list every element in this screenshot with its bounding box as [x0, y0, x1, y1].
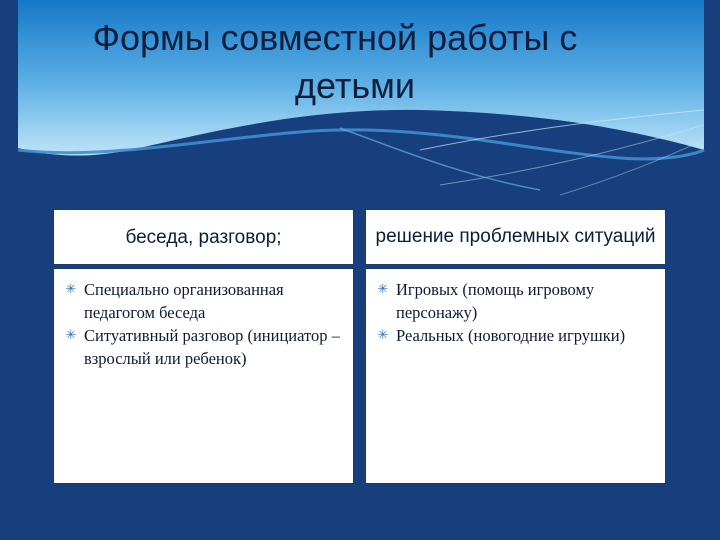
- column-heading-problem-situations: [365, 209, 666, 265]
- column-content-problem-situations: [365, 268, 666, 484]
- column-heading-conversation: [53, 209, 354, 265]
- slide-title-line-2: детьми: [295, 65, 415, 106]
- list-item-text: Специально организованная педагогом беседа: [84, 280, 284, 322]
- column-heading-label: решение проблемных ситуаций: [375, 226, 656, 247]
- asterisk-icon: ✳: [65, 328, 77, 343]
- asterisk-icon: ✳: [377, 282, 389, 297]
- bullet-list: [64, 278, 345, 370]
- bullet-list: [376, 278, 657, 347]
- slide-title: [60, 14, 660, 110]
- list-item: [376, 278, 657, 324]
- asterisk-icon: ✳: [65, 282, 77, 297]
- list-item: [64, 278, 345, 324]
- asterisk-icon: ✳: [377, 328, 389, 343]
- list-item: [64, 324, 345, 370]
- column-heading-label: беседа, разговор;: [125, 227, 282, 248]
- slide-title-line-1: Формы совместной работы с: [92, 17, 578, 58]
- list-item-text: Ситуативный разговор (инициатор – взрослый или ребенок): [84, 326, 340, 368]
- list-item-text: Игровых (помощь игровому персонажу): [396, 280, 595, 322]
- list-item-text: Реальных (новогодние игрушки): [396, 326, 626, 345]
- list-item: [376, 324, 657, 347]
- column-content-conversation: [53, 268, 354, 484]
